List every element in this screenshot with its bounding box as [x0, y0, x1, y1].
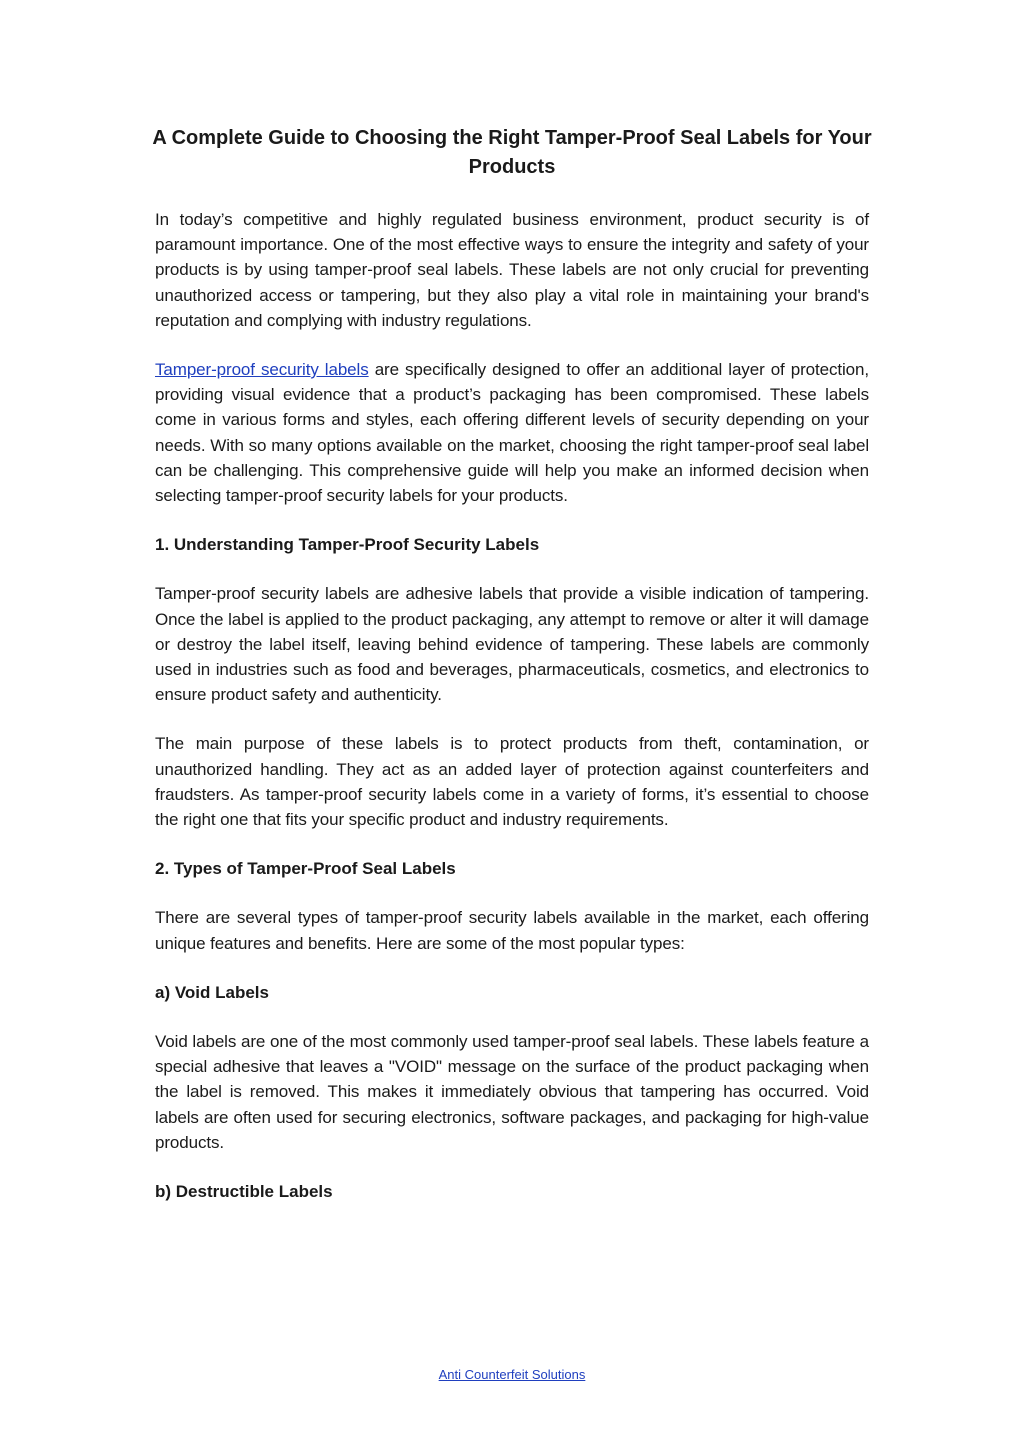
page-footer — [0, 1367, 1024, 1382]
subsection-b-heading: b) Destructible Labels — [155, 1182, 333, 1202]
paragraph-2-text: are specifically designed to offer an additional layer of protection, providing visual evidence that a product’s packaging has been compromised. These labels come in various forms and styles, each offering different levels of security depending on your needs. With so many options available on the market, choosing the right tamper-proof seal label can be challenging. This comprehensive guide will help you make an informed decision when selecting tamper-proof security labels for your products. — [155, 360, 870, 506]
document-body — [155, 207, 869, 1228]
footer-link[interactable]: Anti Counterfeit Solutions — [438, 1367, 586, 1382]
section-1-heading: 1. Understanding Tamper-Proof Security Labels — [155, 535, 540, 555]
section-2-heading: 2. Types of Tamper-Proof Seal Labels — [155, 859, 456, 879]
section-2-paragraph-1: There are several types of tamper-proof security labels available in the market, each offering unique features and benefits. Here are some of the most popular types: — [155, 908, 869, 953]
subsection-a-heading: a) Void Labels — [155, 982, 269, 1002]
section-1-paragraph-1: Tamper-proof security labels are adhesive labels that provide a visible indication of tampering. Once the label is applied to the product packaging, any attempt to remove or alter it will damage or destroy the label itself, leaving behind evidence of tampering. These labels are commonly used in industries such as food and beverages, pharmaceuticals, cosmetics, and electronics to ensure product safety and authenticity. — [155, 584, 869, 705]
intro-paragraph: In today’s competitive and highly regulated business environment, product security is of paramount importance. One of the most effective ways to ensure the integrity and safety of your products is by using tamper-proof seal labels. These labels are not only crucial for preventing unauthorized access or tampering, but they also play a vital role in maintaining your brand's reputation and complying with industry regulations. — [155, 210, 869, 330]
document-title: A Complete Guide to Choosing the Right Tamper-Proof Seal Labels for Your Products — [152, 127, 872, 178]
paragraph-2 — [155, 357, 869, 508]
section-1-paragraph-2: The main purpose of these labels is to protect products from theft, contamination, or unauthorized handling. They act as an added layer of protection against counterfeiters and fraudsters. As tamper-proof security labels come in a variety of forms, it’s essential to choose the right one that fits your specific product and industry requirements. — [155, 734, 869, 830]
tamper-proof-labels-link[interactable]: Tamper-proof security labels — [155, 360, 369, 380]
subsection-a-paragraph: Void labels are one of the most commonly used tamper-proof seal labels. These labels feature a special adhesive that leaves a "VOID" message on the surface of the product packaging when the label is removed. This makes it immediately obvious that tampering has occurred. Void labels are often used for securing electronics, software packages, and packaging for high-value products. — [155, 1032, 869, 1152]
